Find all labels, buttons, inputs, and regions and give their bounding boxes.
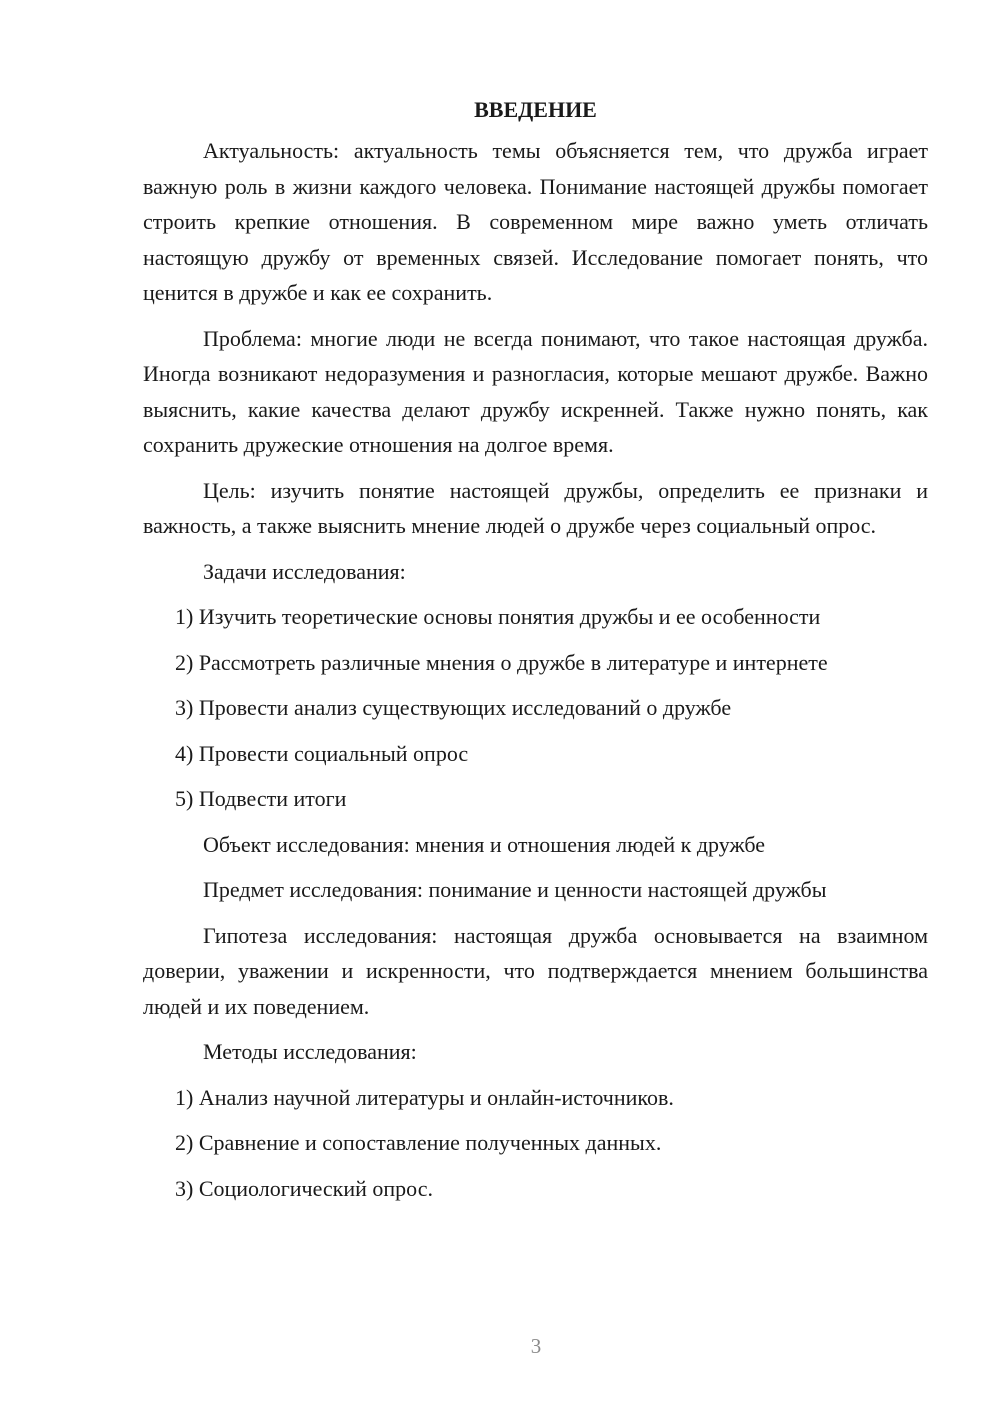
research-object: Объект исследования: мнения и отношения людей к дружбе [203,831,766,857]
section-title: ВВЕДЕНИЕ [474,97,597,122]
tasks-heading: Задачи исследования: [203,558,406,584]
problem-paragraph: Проблема: многие люди не всегда понимают, что такое настоящая дружба. Иногда возникают недоразумения и разногласия, которые мешают дружбе. Важно выяснить, какие качества делают дружбу искренней. Также нужно понять, как сохранить дружеские отношения на долгое время. [143,325,928,457]
hypothesis-paragraph: Гипотеза исследования: настоящая дружба основывается на взаимном доверии, уважении и искренности, что подтверждается мнением большинства людей и их поведением. [143,922,928,1019]
method-item: 3) Социологический опрос. [175,1175,433,1201]
tasks-list [143,599,928,817]
relevance-paragraph: Актуальность: актуальность темы объясняется тем, что дружба играет важную роль в жизни каждого человека. Понимание настоящей дружбы помогает строить крепкие отношения. В современном мире важно уметь отличать настоящую дружбу от временных связей. Исследование помогает понять, что ценится в дружбе и как ее сохранить. [143,138,928,305]
page-content [143,94,928,1216]
method-item: 2) Сравнение и сопоставление полученных данных. [175,1130,662,1155]
methods-heading: Методы исследования: [203,1039,417,1064]
task-item: 5) Подвести итоги [175,786,347,811]
task-item: 2) Рассмотреть различные мнения о дружбе в литературе и интернете [175,649,828,675]
method-item: 1) Анализ научной литературы и онлайн-источников. [175,1084,674,1110]
methods-list [143,1080,928,1207]
page-number: 3 [530,1334,542,1358]
task-item: 1) Изучить теоретические основы понятия дружбы и ее особенности [175,604,821,629]
research-subject: Предмет исследования: понимание и ценности настоящей дружбы [203,877,827,902]
goal-paragraph: Цель: изучить понятие настоящей дружбы, определить ее признаки и важность, а также выяснить мнение людей о дружбе через социальный опрос. [143,477,928,538]
task-item: 4) Провести социальный опрос [175,740,469,766]
task-item: 3) Провести анализ существующих исследований о дружбе [175,695,732,720]
